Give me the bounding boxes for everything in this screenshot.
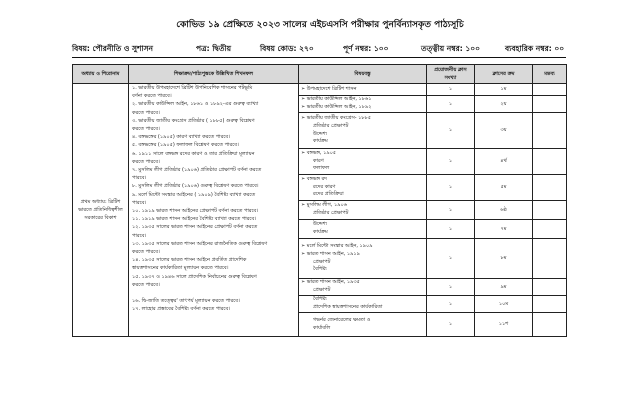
practical-marks-label: ব্যবহারিক নম্বর: ০০ <box>505 44 565 53</box>
page-title: কোভিড ১৯ প্রেক্ষিতে ২০২৩ সালের এইচএসসি পরীক্ষার পুনর্বিন্যাসকৃত পাঠ্যসূচি <box>176 20 464 30</box>
header-serial: ক্লাসের ক্রম <box>475 65 533 84</box>
chapter-cell: প্রথম অধ্যায়: ব্রিটিশ ভারতে প্রতিনিধিত্বশীল সরকারের বিকাশ <box>73 84 129 337</box>
class-serial-cell: ১১শ <box>475 313 533 337</box>
remarks-cell <box>533 239 567 279</box>
remarks-cell <box>533 279 567 296</box>
outcome-line: ৬. ১৯১১ সালে বঙ্গভঙ্গ রদের কারণ ও তার প্রতিক্রিয়া মূল্যায়ন <box>132 150 255 157</box>
outcome-line: ৭. মুসলিম লীগ প্রতিষ্ঠার (১৯০৬) প্রতিষ্ঠার প্রেক্ষাপট বর্ণনা করতে <box>132 167 262 174</box>
content-line: রদের কারণ <box>313 183 336 190</box>
header-remarks: মন্তব্য <box>533 65 567 84</box>
content-line: ➢ বঙ্গভঙ্গ, ১৯০৫ <box>301 150 337 157</box>
content-line: প্রাদেশিক স্বায়ত্তশাসনের কার্যকারিতা <box>313 304 383 310</box>
class-serial-cell: ৬ষ্ঠ <box>475 201 533 220</box>
remarks-cell <box>533 113 567 149</box>
syllabus-table <box>72 64 567 337</box>
theory-marks-label: তত্ত্বীয় নম্বর: ১০০ <box>421 44 481 53</box>
remarks-cell <box>533 313 567 337</box>
outcome-line <box>129 289 298 297</box>
class-count-cell: ১ <box>427 220 475 239</box>
header-divider <box>72 57 566 58</box>
content-line: ➢ উপমহাদেশে ব্রিটিশ শাসন <box>301 85 357 92</box>
content-cell <box>299 96 427 113</box>
content-line: কার্যক্রম <box>313 229 328 235</box>
content-cell <box>299 201 427 220</box>
outcome-line: ১৬. দ্বি-জাতি তত্ত্বের' তাৎপর্য মূল্যায়ন করতে পারবে। <box>132 298 240 305</box>
remarks-cell <box>533 149 567 175</box>
content-line: রদের প্রতিক্রিয়া <box>313 191 344 198</box>
content-line: ➢ ভারতীয় জাতীয় কংগ্রেস- ১৮৮৫ <box>301 115 372 122</box>
content-line: প্রেক্ষাপট <box>313 258 331 265</box>
content-line: বৈশিষ্ট্য <box>313 296 327 303</box>
class-count-cell: ১ <box>427 239 475 279</box>
outcomes-cell <box>129 84 299 337</box>
outcome-line: ৪. বঙ্গভঙ্গের (১৯০৫) কারণ ব্যাখ্যা করতে পারবে। <box>132 134 230 141</box>
outcome-line: পারবে। <box>132 232 147 239</box>
content-line: ➢ ভারত শাসন আইন, ১৯১৯ <box>301 250 360 257</box>
content-cell <box>299 296 427 313</box>
content-line: ➢ ভারতীয় কাউন্সিল আইন, ১৮৬১ <box>301 96 372 103</box>
outcome-line: ৩. ভারতীয় জাতীয় কংগ্রেস প্রতিষ্ঠার ( ১৮৮৫) গুরুত্ব বিশ্লেষণ <box>132 117 255 124</box>
remarks-cell <box>533 220 567 239</box>
header-content: বিষয়বস্তু <box>299 65 427 84</box>
content-line: ➢ ভারত শাসন আইন, ১৯৩৫ <box>301 279 360 286</box>
content-line: কার্যাবলি <box>313 324 331 331</box>
class-serial-cell: ৫ম <box>475 175 533 201</box>
class-serial-cell: ১০ম <box>475 296 533 313</box>
outcome-line: ১৭. লাহোর প্রস্তাবের বৈশিষ্ট্য বর্ণনা করতে পারবে। <box>132 306 231 313</box>
content-cell <box>299 239 427 279</box>
outcome-line: পারবে। <box>132 175 147 182</box>
content-line: কার্যক্রম <box>313 138 328 145</box>
content-line: ➢ ভারতীয় কাউন্সিল আইন, ১৮৯২ <box>301 104 372 110</box>
content-cell <box>299 84 427 96</box>
class-serial-cell: ৭ম <box>475 220 533 239</box>
outcome-line: করতে পারবে। <box>132 249 160 256</box>
subject-code-label: বিষয় কোড: ২৭০ <box>260 44 314 53</box>
class-count-cell: ১ <box>427 84 475 96</box>
outcome-line: ৮. মুসলিম লীগ প্রতিষ্ঠার (১৯০৬) গুরুত্ব বিশ্লেষণ করতে পারবে। <box>132 183 259 190</box>
paper-label: পত্র: দ্বিতীয় <box>196 44 232 53</box>
class-serial-cell: ১ম <box>475 84 533 96</box>
outcome-line: পারবে। <box>132 199 147 206</box>
class-count-cell: ১ <box>427 279 475 296</box>
outcome-line: ১১. ১৯১৯ ভারত শাসন আইনের বৈশিষ্ট্য ব্যাখ্যা করতে পারবে। <box>132 216 257 223</box>
table-header-row <box>73 65 567 84</box>
content-cell <box>299 149 427 175</box>
remarks-cell <box>533 175 567 201</box>
content-cell <box>299 175 427 201</box>
outcome-line: করতে পারবে। <box>132 109 160 116</box>
outcome-line: করতে পারবে। <box>132 158 160 165</box>
content-line: উদ্দেশ্য <box>313 130 328 137</box>
class-count-cell: ১ <box>427 296 475 313</box>
remarks-cell <box>533 84 567 96</box>
content-line: প্রেক্ষাপট <box>313 287 331 293</box>
content-cell <box>299 220 427 239</box>
class-count-cell: ১ <box>427 149 475 175</box>
class-serial-cell: ৩য় <box>475 113 533 149</box>
content-line: উদ্দেশ্য <box>313 221 328 228</box>
content-line: গভর্নর জেনারেলের ক্ষমতা ও <box>313 316 371 323</box>
outcome-line: ৫. বঙ্গভঙ্গের (১৯০৫) ফলাফল বিশ্লেষণ করতে পারবে। <box>132 142 239 149</box>
outcome-line: ১৪. ১৯৩৫ সালের ভারত শাসন আইনে প্রবর্তিত প্রাদেশিক <box>132 257 247 264</box>
remarks-cell <box>533 201 567 220</box>
class-count-cell: ১ <box>427 175 475 201</box>
content-line: প্রতিষ্ঠার প্রেক্ষাপট <box>313 210 349 216</box>
class-serial-cell: ৪র্থ <box>475 149 533 175</box>
header-outcomes: শিক্ষাক্রম/পাঠ্যপুস্তকে উল্লিখিত শিখনফল <box>129 65 299 84</box>
outcome-line: করতে পারবে। <box>132 126 160 133</box>
class-count-cell: ১ <box>427 96 475 113</box>
content-cell <box>299 313 427 337</box>
content-line: ফলাফল <box>313 165 330 172</box>
outcome-line: ৯. মর্লে মিন্টো সংস্কার আইনের ( ১৯০৯) বৈশিষ্ট্য ব্যাখ্যা করতে <box>132 191 256 198</box>
content-cell <box>299 113 427 149</box>
outcome-line: ১৩. ১৯৩৫ সালের ভারত শাসন আইনের রাজনৈতিক গুরুত্ব বিশ্লেষণ <box>132 240 268 247</box>
class-count-cell: ১ <box>427 201 475 220</box>
class-count-cell: ১ <box>427 313 475 337</box>
header-chapter: অধ্যায় ও শিরোনাম <box>73 65 129 84</box>
outcome-line: ১২. ১৯৩৫ সালের ভারত শাসন আইনের প্রেক্ষাপট বর্ণনা করতে <box>132 224 258 231</box>
outcome-line: ১৫. ১৯৩৭ ও ১৯৪৬ সালে প্রাদেশিক নির্বাচনের গুরুত্ব বিশ্লেষণ <box>132 273 257 280</box>
content-line: কারণ <box>313 157 324 164</box>
content-line: ➢ মুসলিম লীগ, ১৯০৬ <box>301 202 347 209</box>
class-count-cell: ১ <box>427 113 475 149</box>
remarks-cell <box>533 96 567 113</box>
content-line: ➢ বঙ্গভঙ্গ রদ <box>301 176 327 183</box>
subject-label: বিষয়: পৌরনীতি ও সুশাসন <box>72 44 154 53</box>
content-line: প্রতিষ্ঠার প্রেক্ষাপট <box>313 122 349 129</box>
outcome-line: ২. ভারতীয় কাউন্সিল আইন, ১৮৬১ ও ১৮৯২-এর গুরুত্ব ব্যাখ্যা <box>132 101 259 108</box>
remarks-cell <box>533 296 567 313</box>
outcome-line: স্বায়ত্তশাসনের কার্যকারিতা মূল্যায়ন করতে পারবে। <box>132 265 229 272</box>
class-serial-cell: ২য় <box>475 96 533 113</box>
content-line: বৈশিষ্ট্য <box>313 266 327 273</box>
full-marks-label: পূর্ণ নম্বর: ১০০ <box>343 44 389 53</box>
class-serial-cell: ৮ম <box>475 239 533 279</box>
class-serial-cell: ৯ম <box>475 279 533 296</box>
outcome-line: বর্ণনা করতে পারবে। <box>132 93 172 100</box>
header-classes: প্রয়োজনীয় ক্লাস সংখ্যা <box>427 65 475 84</box>
outcome-line: ১০. ১৯১৯ ভারত শাসন আইনের প্রেক্ষাপট বর্ণনা করতে পারবে। <box>132 208 259 215</box>
outcome-line: করতে পারবে। <box>132 281 160 288</box>
outcome-line: ১. ভারতীয় উপমহাদেশে ব্রিটিশ উপনিবেশিক শাসনের পটভূমি <box>132 85 253 91</box>
content-cell <box>299 279 427 296</box>
table-row <box>73 84 567 96</box>
content-line: ➢ মর্লে মিন্টো সংস্কার আইন, ১৯০৯ <box>301 243 373 250</box>
